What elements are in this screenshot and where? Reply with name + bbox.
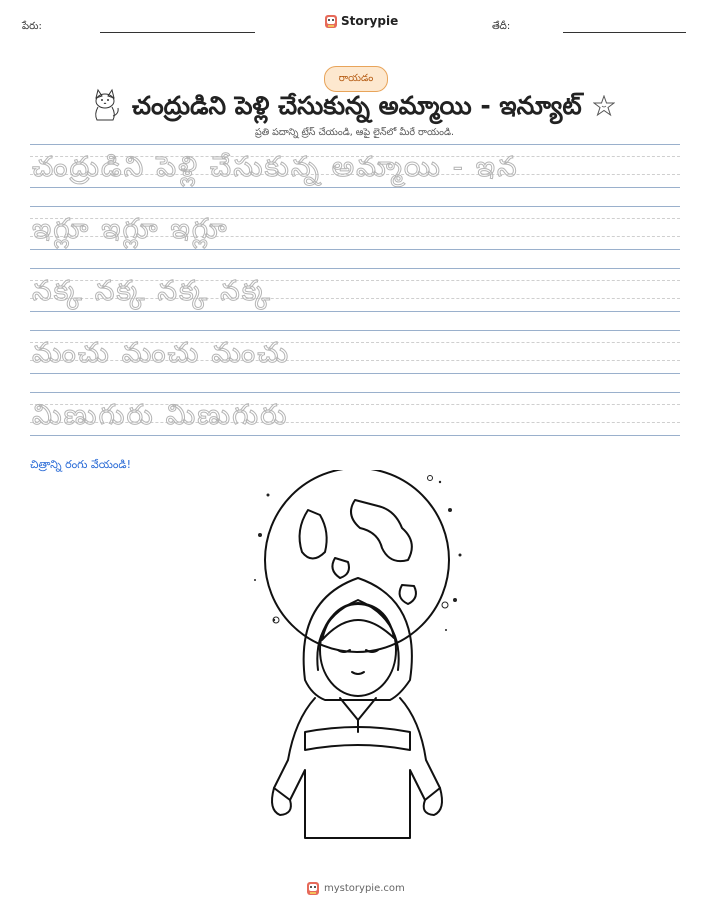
footer [306, 880, 405, 896]
trace-word: చంద్రుడిని పెళ్లి చేసుకున్న అమ్మాయి - ఇన [32, 150, 519, 183]
moon-crater [400, 585, 416, 604]
girl-mouth [352, 672, 364, 674]
storypie-mascot-icon [324, 13, 338, 29]
brand-logo [324, 13, 398, 29]
parka-collar [340, 698, 376, 720]
left-mitten [272, 788, 291, 815]
footer-url: mystorypie.com [324, 882, 405, 894]
title-row [88, 88, 628, 124]
right-mitten [424, 788, 442, 815]
moon-crater [300, 510, 327, 559]
date-label: తేదీ: [492, 21, 511, 32]
hood-fur [317, 600, 398, 670]
moon-crater [351, 500, 412, 561]
storypie-mascot-icon [306, 880, 320, 896]
trace-row-1[interactable] [30, 144, 680, 188]
trace-word: ఇగ్లూ ఇగ్లూ ఇగ్లూ [32, 212, 229, 245]
trace-row-3[interactable] [30, 268, 680, 312]
coloring-illustration[interactable] [250, 470, 470, 850]
name-label: పేరు: [22, 21, 42, 32]
moon-shape [265, 470, 449, 652]
trace-word: మంచు మంచు మంచు [32, 336, 291, 369]
trace-row-5[interactable] [30, 392, 680, 436]
trace-word: మిణుగురు మిణుగురు [32, 398, 289, 431]
writing-badge: రాయడం [324, 66, 388, 92]
page-title: చంద్రుడిని పెళ్లి చేసుకున్న అమ్మాయి - ఇన్యూట్ [132, 91, 582, 120]
trace-word: నక్క నక్క నక్క నక్క [32, 274, 272, 307]
brand-name: Storypie [341, 14, 399, 28]
girl-hair [322, 603, 394, 640]
instruction-text: ప్రతి పదాన్ని ట్రేస్ చేయండి, ఆపై లైన్‌లో మీరే రాయండి. [254, 127, 455, 138]
color-prompt: చిత్రాన్ని రంగు వేయండి! [30, 458, 131, 471]
fox-icon [90, 88, 120, 122]
star-icon [593, 95, 615, 117]
moon-crater [332, 558, 349, 578]
name-line [100, 32, 255, 33]
date-line [563, 32, 686, 33]
trace-row-4[interactable] [30, 330, 680, 374]
trace-row-2[interactable] [30, 206, 680, 250]
